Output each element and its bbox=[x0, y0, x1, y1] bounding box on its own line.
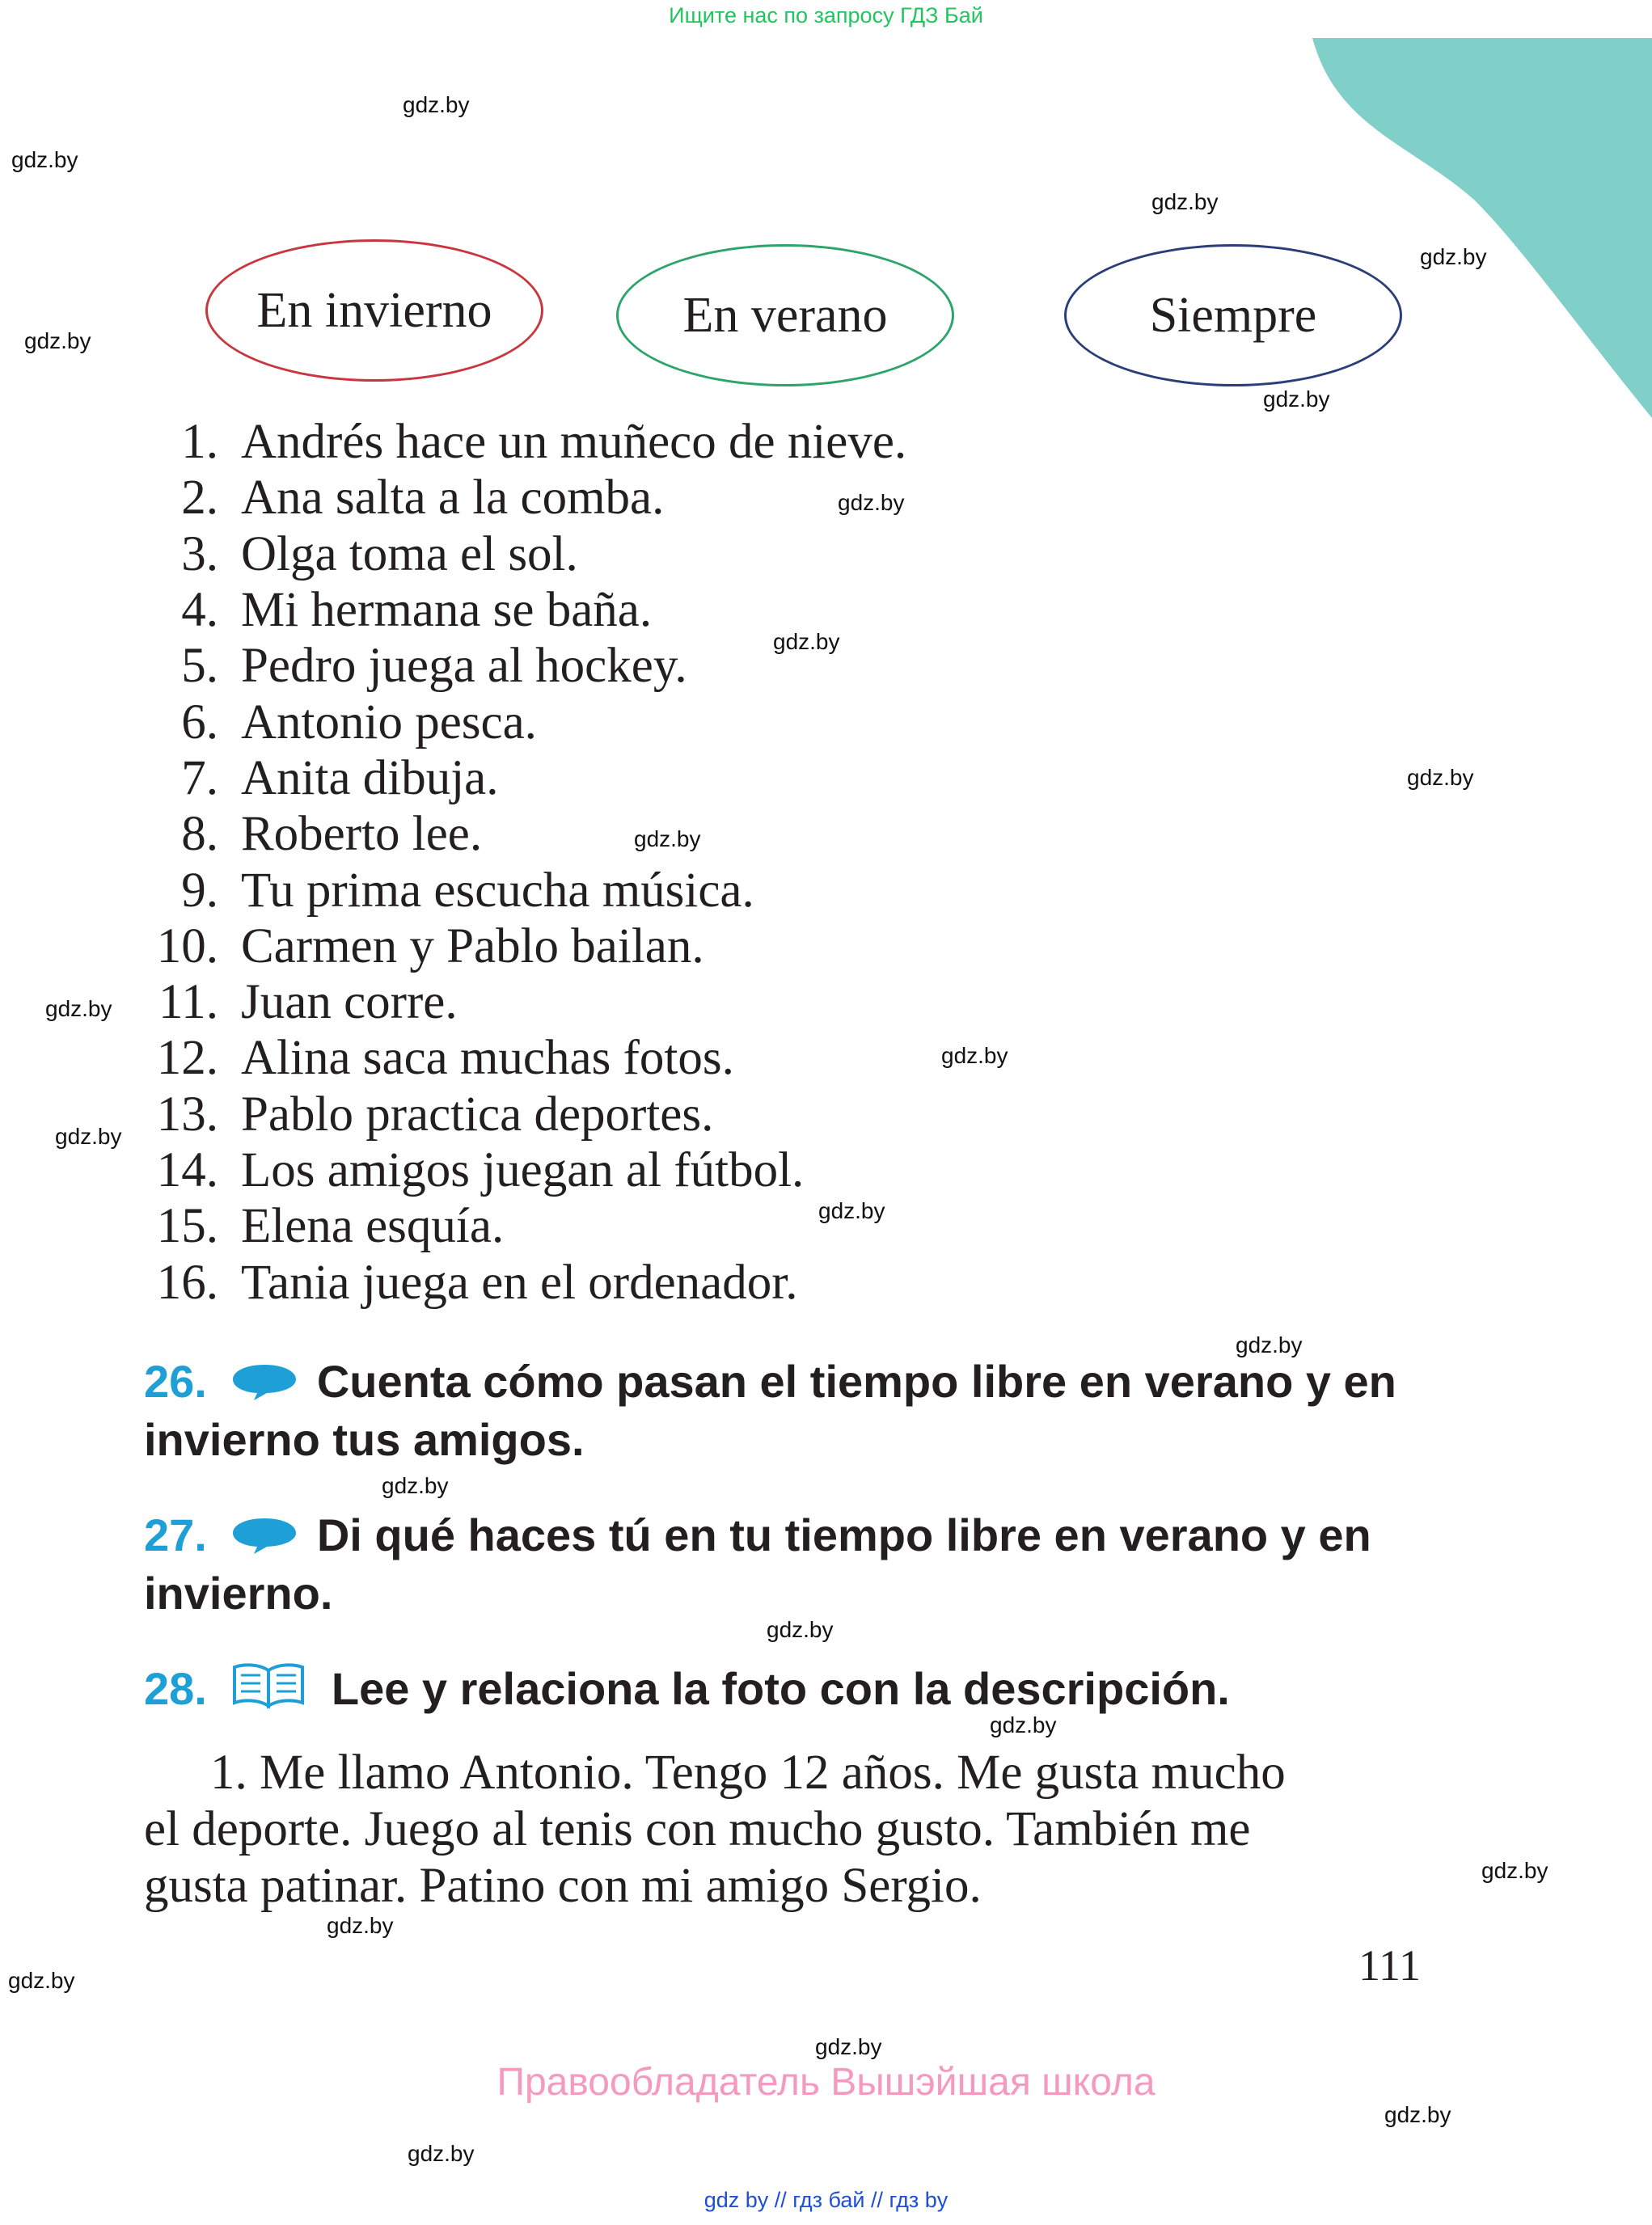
teal-corner-shape bbox=[1312, 38, 1652, 418]
category-oval-summer bbox=[616, 244, 954, 386]
speech-bubble-icon bbox=[230, 1514, 299, 1567]
item-text: Pablo practica deportes. bbox=[241, 1087, 714, 1142]
item-text: Anita dibuja. bbox=[241, 750, 499, 805]
copyright-notice: Правообладатель Вышэйшая школа bbox=[496, 2061, 1156, 2104]
watermark: gdz.by bbox=[634, 826, 701, 851]
item-number: 9. bbox=[181, 863, 218, 918]
speech-bubble-icon bbox=[230, 1360, 299, 1413]
item-text: Roberto lee. bbox=[241, 807, 483, 862]
watermark: gdz.by bbox=[55, 1124, 122, 1149]
list-item bbox=[137, 1198, 1108, 1254]
watermark: gdz.by bbox=[11, 147, 78, 172]
item-text: Alina saca muchas fotos. bbox=[241, 1031, 734, 1086]
exercise-number: 27. bbox=[144, 1509, 207, 1560]
reading-line: el deporte. Juego al tenis con mucho gusto. También me bbox=[144, 1802, 1251, 1856]
item-number: 11. bbox=[158, 975, 218, 1030]
watermark: gdz.by bbox=[1481, 1858, 1548, 1883]
list-item bbox=[137, 750, 1108, 806]
item-text: Juan corre. bbox=[241, 975, 458, 1030]
item-number: 12. bbox=[156, 1031, 218, 1086]
exercise-number: 28. bbox=[144, 1663, 207, 1714]
top-banner: Ищите нас по запросу ГДЗ Бай bbox=[669, 3, 983, 27]
watermark: gdz.by bbox=[767, 1617, 834, 1642]
exercise-27 bbox=[144, 1509, 1438, 1620]
list-item bbox=[137, 918, 1108, 974]
item-text: Elena esquía. bbox=[241, 1199, 505, 1254]
watermark: gdz.by bbox=[1384, 2102, 1451, 2127]
watermark: gdz.by bbox=[1236, 1332, 1303, 1357]
exercise-text: Cuenta cómo pasan el tiempo libre en verano y en bbox=[316, 1356, 1396, 1407]
category-label: En invierno bbox=[256, 282, 492, 338]
watermark: gdz.by bbox=[24, 328, 91, 353]
watermark: gdz.by bbox=[403, 92, 470, 117]
watermark: gdz.by bbox=[1407, 765, 1474, 790]
category-label: En verano bbox=[682, 287, 888, 343]
watermark: gdz.by bbox=[45, 996, 112, 1021]
item-number: 3. bbox=[181, 526, 218, 581]
watermark: gdz.by bbox=[408, 2141, 475, 2166]
item-number: 5. bbox=[181, 639, 218, 694]
item-number: 8. bbox=[181, 807, 218, 862]
item-text: Mi hermana se baña. bbox=[241, 583, 653, 638]
list-item bbox=[137, 806, 1108, 862]
item-number: 16. bbox=[156, 1255, 218, 1310]
list-item bbox=[137, 414, 1108, 470]
exercise-28 bbox=[144, 1661, 1438, 1720]
sentence-list bbox=[137, 414, 1108, 1311]
exercise-text: invierno tus amigos. bbox=[144, 1414, 585, 1465]
item-text: Carmen y Pablo bailan. bbox=[241, 918, 704, 973]
list-item bbox=[137, 582, 1108, 638]
watermark: gdz.by bbox=[815, 2034, 882, 2059]
item-number: 10. bbox=[156, 918, 218, 973]
watermark: gdz.by bbox=[941, 1043, 1008, 1068]
footer-links: gdz by // гдз бай // гдз by bbox=[703, 2188, 949, 2212]
item-text: Andrés hace un muñeco de nieve. bbox=[241, 415, 907, 470]
item-text: Ana salta a la comba. bbox=[241, 471, 665, 526]
watermark: gdz.by bbox=[818, 1198, 885, 1223]
item-number: 2. bbox=[181, 471, 218, 526]
item-number: 7. bbox=[181, 750, 218, 805]
watermark: gdz.by bbox=[1420, 244, 1487, 269]
watermark: gdz.by bbox=[8, 1968, 75, 1993]
item-number: 15. bbox=[156, 1199, 218, 1254]
page-number: 111 bbox=[1358, 1941, 1421, 1990]
item-text: Tania juega en el ordenador. bbox=[241, 1255, 798, 1310]
watermark: gdz.by bbox=[773, 629, 840, 654]
item-text: Los amigos juegan al fútbol. bbox=[241, 1143, 805, 1197]
list-item bbox=[137, 974, 1108, 1030]
list-item bbox=[137, 470, 1108, 526]
watermark: gdz.by bbox=[838, 490, 905, 515]
list-item bbox=[137, 638, 1108, 694]
exercise-text: Lee y relaciona la foto con la descripción. bbox=[331, 1663, 1230, 1714]
exercise-number: 26. bbox=[144, 1356, 207, 1407]
watermark: gdz.by bbox=[990, 1712, 1057, 1737]
category-oval-winter bbox=[205, 239, 543, 382]
item-text: Antonio pesca. bbox=[241, 695, 537, 749]
item-number: 14. bbox=[156, 1143, 218, 1197]
exercise-text: invierno. bbox=[144, 1568, 333, 1619]
list-item bbox=[137, 862, 1108, 918]
item-text: Pedro juega al hockey. bbox=[241, 639, 687, 694]
item-text: Olga toma el sol. bbox=[241, 526, 578, 581]
watermark: gdz.by bbox=[1263, 386, 1330, 412]
category-label: Siempre bbox=[1149, 287, 1317, 343]
exercise-text: Di qué haces tú en tu tiempo libre en verano y en bbox=[316, 1509, 1371, 1560]
item-number: 4. bbox=[181, 583, 218, 638]
list-item bbox=[137, 526, 1108, 582]
category-oval-always bbox=[1064, 244, 1402, 386]
item-number: 6. bbox=[181, 695, 218, 749]
item-number: 1. bbox=[181, 415, 218, 470]
reading-line: gusta patinar. Patino con mi amigo Sergio. bbox=[144, 1859, 982, 1913]
list-item bbox=[137, 694, 1108, 749]
list-item bbox=[137, 1087, 1108, 1142]
list-item bbox=[137, 1254, 1108, 1310]
open-book-icon bbox=[230, 1661, 307, 1720]
watermark: gdz.by bbox=[382, 1473, 449, 1498]
item-number: 13. bbox=[156, 1087, 218, 1142]
exercise-26 bbox=[144, 1355, 1438, 1467]
watermark: gdz.by bbox=[327, 1913, 394, 1938]
reading-line: 1. Me llamo Antonio. Tengo 12 años. Me gusta mucho bbox=[210, 1746, 1286, 1800]
item-text: Tu prima escucha música. bbox=[241, 863, 754, 918]
reading-passage bbox=[144, 1745, 1438, 1915]
watermark: gdz.by bbox=[1151, 189, 1219, 214]
list-item bbox=[137, 1142, 1108, 1198]
